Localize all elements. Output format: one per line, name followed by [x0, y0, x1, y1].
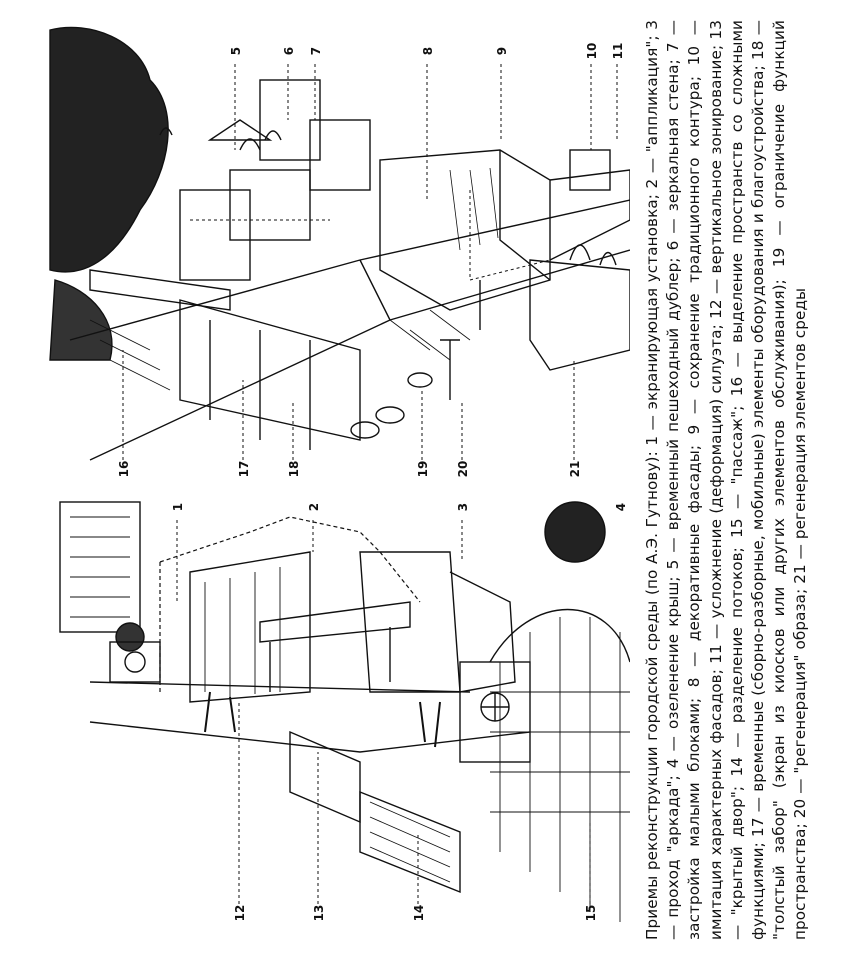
label-15: 15: [584, 904, 598, 922]
label-18: 18: [287, 460, 301, 478]
sketch-bottom: [30, 492, 630, 932]
label-14: 14: [412, 904, 426, 922]
label-21: 21: [568, 460, 582, 478]
caption-column: [642, 20, 854, 940]
label-12: 12: [233, 904, 247, 922]
label-20: 20: [456, 460, 470, 478]
label-16: 16: [117, 460, 131, 478]
label-9: 9: [495, 46, 509, 56]
sketch-top: [30, 20, 630, 482]
figure-caption: Приемы реконструкции городской среды (по А.Э. Гутнову): 1 — экранирующая установка; 2 — "аппликация"; 3 — проход "аркада"; 4 — озеленение крыш; 5 — временный пешеходный дублер; 6 — зеркальная стена; 7 — застройка малыми блоками; 8 — декоративные фасады; 9 — сохранение традиционного контура; 10 — имитация характерных фасадов; 11 — усложнение (деформация) силуэта; 12 — вертикальное зонирование; 13 — "крытый двор"; 14 — разделение потоков; 15 — "пассаж"; 16 — выделение пространств со сложными функциями; 17 — временные (сборно-разборные, мобильные) элементы оборудования и благоустройства; 18 — "толстый забор" (экран из киосков или других элементов обслуживания); 19 — ограничение функций пространства; 20 — "регенерация" образа; 21 — регенерация элементов среды: [643, 20, 810, 940]
label-2: 2: [307, 502, 321, 512]
label-7: 7: [309, 46, 323, 56]
label-13: 13: [312, 904, 326, 922]
label-3: 3: [456, 502, 470, 512]
label-1: 1: [171, 502, 185, 512]
label-17: 17: [237, 460, 251, 478]
label-8: 8: [421, 46, 435, 56]
label-5: 5: [229, 46, 243, 56]
label-11: 11: [611, 42, 625, 60]
label-4: 4: [614, 502, 628, 512]
label-19: 19: [416, 460, 430, 478]
illustration-bottom: [30, 492, 630, 932]
label-10: 10: [585, 42, 599, 60]
label-6: 6: [282, 46, 296, 56]
illustration-top: [30, 20, 630, 482]
